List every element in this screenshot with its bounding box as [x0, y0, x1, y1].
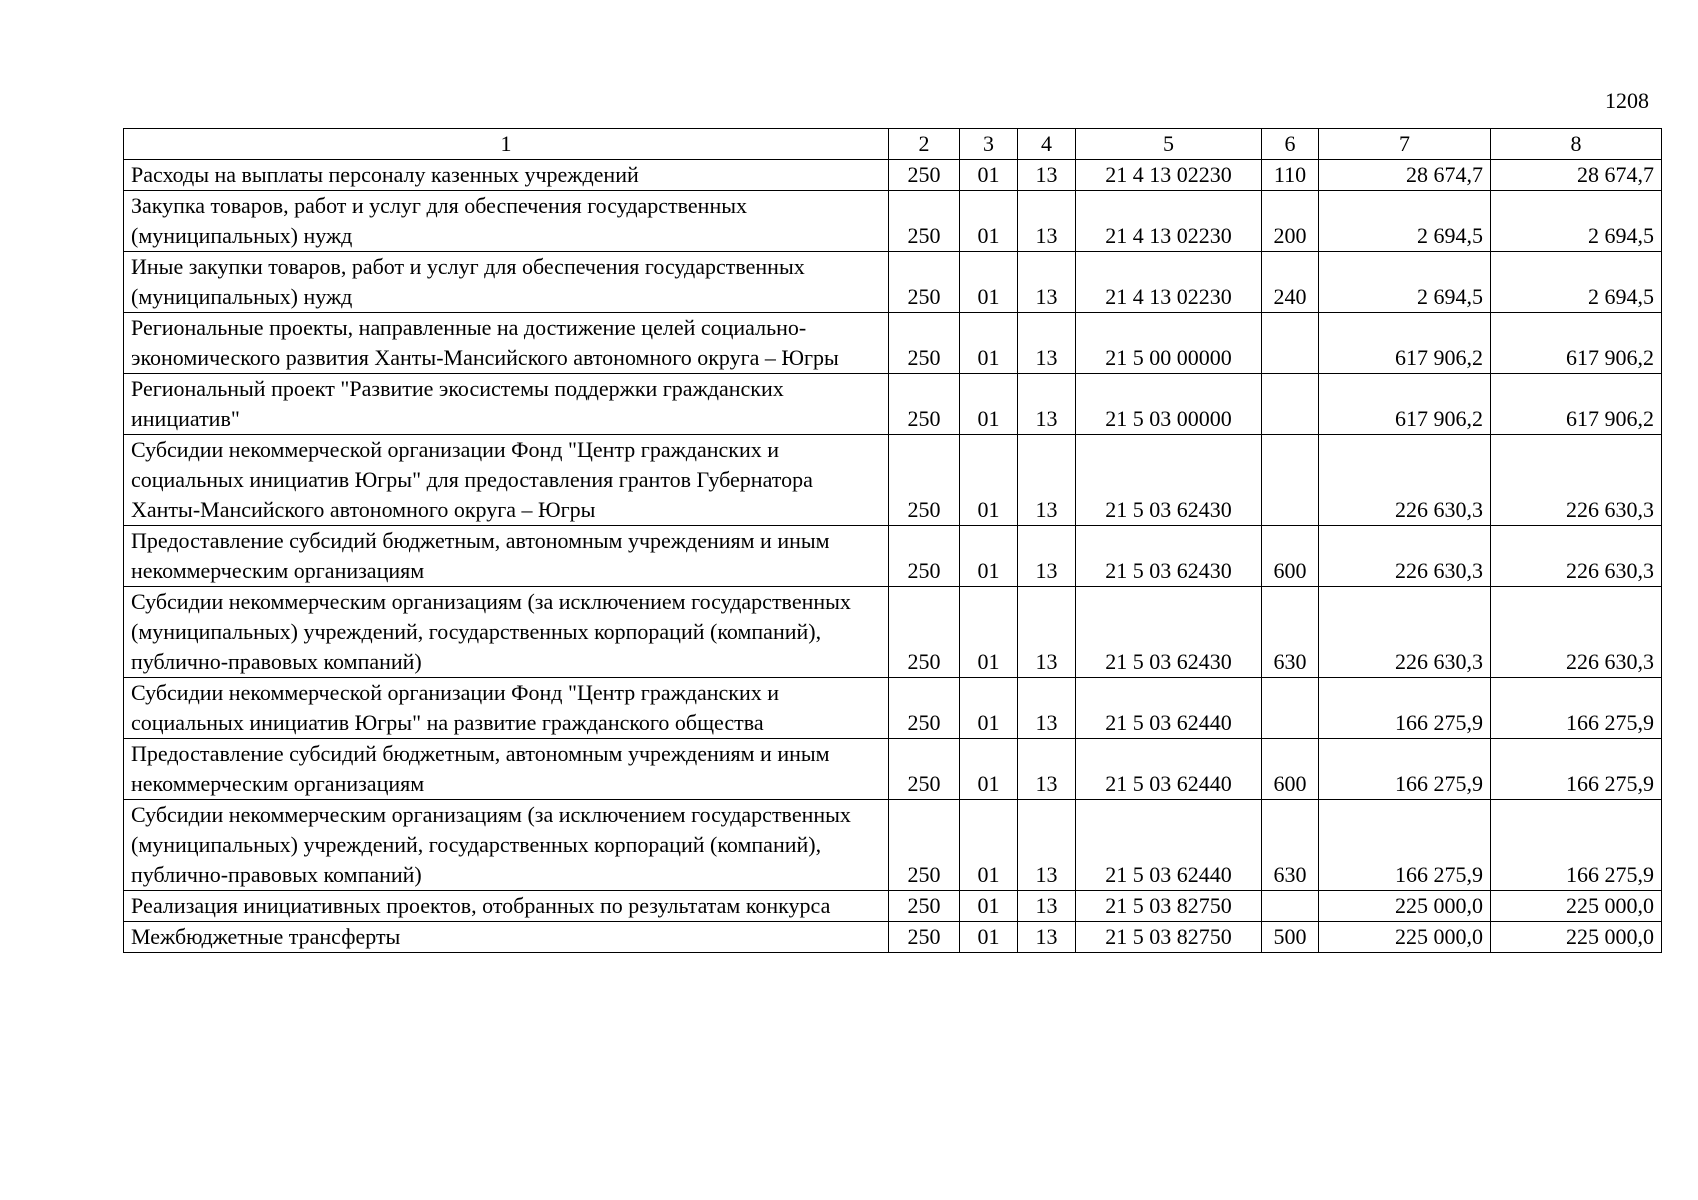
table-row [124, 891, 1662, 922]
amount-col-8-cell: 226 630,3 [1491, 587, 1662, 678]
header-col-4: 4 [1018, 129, 1076, 160]
section-code-cell: 01 [960, 739, 1018, 800]
target-article-cell: 21 5 03 62430 [1076, 587, 1262, 678]
ministry-code-cell: 250 [889, 800, 960, 891]
row-name-cell: Субсидии некоммерческой организации Фонд "Центр гражданских и социальных инициатив Югры" на развитие гражданского общества [124, 678, 889, 739]
expense-type-cell [1262, 435, 1319, 526]
table-row [124, 739, 1662, 800]
amount-col-8-cell: 225 000,0 [1491, 891, 1662, 922]
subsection-code-cell: 13 [1018, 374, 1076, 435]
table-row [124, 374, 1662, 435]
section-code-cell: 01 [960, 526, 1018, 587]
subsection-code-cell: 13 [1018, 922, 1076, 953]
amount-col-8-cell: 617 906,2 [1491, 374, 1662, 435]
amount-col-7-cell: 617 906,2 [1319, 313, 1491, 374]
target-article-cell: 21 4 13 02230 [1076, 252, 1262, 313]
subsection-code-cell: 13 [1018, 678, 1076, 739]
amount-col-8-cell: 617 906,2 [1491, 313, 1662, 374]
section-code-cell: 01 [960, 374, 1018, 435]
row-name-cell: Региональный проект "Развитие экосистемы поддержки гражданских инициатив" [124, 374, 889, 435]
subsection-code-cell: 13 [1018, 891, 1076, 922]
amount-col-8-cell: 2 694,5 [1491, 252, 1662, 313]
amount-col-7-cell: 166 275,9 [1319, 739, 1491, 800]
ministry-code-cell: 250 [889, 526, 960, 587]
amount-col-7-cell: 225 000,0 [1319, 922, 1491, 953]
amount-col-8-cell: 166 275,9 [1491, 800, 1662, 891]
ministry-code-cell: 250 [889, 374, 960, 435]
expense-type-cell: 200 [1262, 191, 1319, 252]
budget-table [123, 128, 1662, 953]
header-col-3: 3 [960, 129, 1018, 160]
table-row [124, 313, 1662, 374]
amount-col-7-cell: 226 630,3 [1319, 526, 1491, 587]
table-row [124, 678, 1662, 739]
page-number: 1208 [1605, 88, 1649, 113]
table-row [124, 191, 1662, 252]
target-article-cell: 21 5 03 62430 [1076, 435, 1262, 526]
ministry-code-cell: 250 [889, 435, 960, 526]
ministry-code-cell: 250 [889, 922, 960, 953]
target-article-cell: 21 5 03 62440 [1076, 800, 1262, 891]
target-article-cell: 21 4 13 02230 [1076, 191, 1262, 252]
amount-col-7-cell: 226 630,3 [1319, 587, 1491, 678]
header-col-8: 8 [1491, 129, 1662, 160]
section-code-cell: 01 [960, 191, 1018, 252]
table-row [124, 252, 1662, 313]
table-body [124, 160, 1662, 953]
target-article-cell: 21 5 03 62440 [1076, 678, 1262, 739]
subsection-code-cell: 13 [1018, 739, 1076, 800]
ministry-code-cell: 250 [889, 160, 960, 191]
expense-type-cell: 600 [1262, 739, 1319, 800]
target-article-cell: 21 5 03 82750 [1076, 891, 1262, 922]
subsection-code-cell: 13 [1018, 252, 1076, 313]
table-row [124, 435, 1662, 526]
table-header [124, 129, 1662, 160]
amount-col-8-cell: 28 674,7 [1491, 160, 1662, 191]
header-col-1: 1 [124, 129, 889, 160]
table-row [124, 526, 1662, 587]
subsection-code-cell: 13 [1018, 160, 1076, 191]
section-code-cell: 01 [960, 800, 1018, 891]
expense-type-cell: 630 [1262, 800, 1319, 891]
row-name-cell: Субсидии некоммерческим организациям (за исключением государственных (муниципальных) учреждений, государственных корпораций (компаний), публично-правовых компаний) [124, 800, 889, 891]
target-article-cell: 21 5 03 62440 [1076, 739, 1262, 800]
amount-col-8-cell: 225 000,0 [1491, 922, 1662, 953]
amount-col-7-cell: 28 674,7 [1319, 160, 1491, 191]
amount-col-7-cell: 2 694,5 [1319, 191, 1491, 252]
target-article-cell: 21 5 00 00000 [1076, 313, 1262, 374]
header-col-7: 7 [1319, 129, 1491, 160]
amount-col-8-cell: 2 694,5 [1491, 191, 1662, 252]
expense-type-cell: 110 [1262, 160, 1319, 191]
section-code-cell: 01 [960, 160, 1018, 191]
amount-col-7-cell: 166 275,9 [1319, 800, 1491, 891]
amount-col-8-cell: 226 630,3 [1491, 526, 1662, 587]
table-row [124, 160, 1662, 191]
target-article-cell: 21 5 03 00000 [1076, 374, 1262, 435]
table-row [124, 587, 1662, 678]
amount-col-7-cell: 617 906,2 [1319, 374, 1491, 435]
expense-type-cell [1262, 374, 1319, 435]
ministry-code-cell: 250 [889, 252, 960, 313]
subsection-code-cell: 13 [1018, 313, 1076, 374]
expense-type-cell: 240 [1262, 252, 1319, 313]
amount-col-7-cell: 226 630,3 [1319, 435, 1491, 526]
header-col-5: 5 [1076, 129, 1262, 160]
section-code-cell: 01 [960, 891, 1018, 922]
header-row [124, 129, 1662, 160]
ministry-code-cell: 250 [889, 891, 960, 922]
expense-type-cell: 630 [1262, 587, 1319, 678]
ministry-code-cell: 250 [889, 739, 960, 800]
row-name-cell: Иные закупки товаров, работ и услуг для обеспечения государственных (муниципальных) нужд [124, 252, 889, 313]
row-name-cell: Межбюджетные трансферты [124, 922, 889, 953]
row-name-cell: Субсидии некоммерческим организациям (за исключением государственных (муниципальных) учреждений, государственных корпораций (компаний), публично-правовых компаний) [124, 587, 889, 678]
header-col-2: 2 [889, 129, 960, 160]
section-code-cell: 01 [960, 252, 1018, 313]
expense-type-cell [1262, 891, 1319, 922]
expense-type-cell: 600 [1262, 526, 1319, 587]
amount-col-8-cell: 166 275,9 [1491, 739, 1662, 800]
expense-type-cell [1262, 678, 1319, 739]
row-name-cell: Предоставление субсидий бюджетным, автономным учреждениям и иным некоммерческим организациям [124, 739, 889, 800]
target-article-cell: 21 5 03 62430 [1076, 526, 1262, 587]
amount-col-7-cell: 2 694,5 [1319, 252, 1491, 313]
row-name-cell: Расходы на выплаты персоналу казенных учреждений [124, 160, 889, 191]
amount-col-7-cell: 225 000,0 [1319, 891, 1491, 922]
target-article-cell: 21 4 13 02230 [1076, 160, 1262, 191]
section-code-cell: 01 [960, 435, 1018, 526]
subsection-code-cell: 13 [1018, 191, 1076, 252]
ministry-code-cell: 250 [889, 587, 960, 678]
table-row [124, 800, 1662, 891]
table-row [124, 922, 1662, 953]
subsection-code-cell: 13 [1018, 587, 1076, 678]
row-name-cell: Региональные проекты, направленные на достижение целей социально-экономического развития Ханты-Мансийского автономного округа – Югры [124, 313, 889, 374]
ministry-code-cell: 250 [889, 191, 960, 252]
header-col-6: 6 [1262, 129, 1319, 160]
amount-col-8-cell: 226 630,3 [1491, 435, 1662, 526]
row-name-cell: Предоставление субсидий бюджетным, автономным учреждениям и иным некоммерческим организациям [124, 526, 889, 587]
section-code-cell: 01 [960, 678, 1018, 739]
section-code-cell: 01 [960, 587, 1018, 678]
row-name-cell: Реализация инициативных проектов, отобранных по результатам конкурса [124, 891, 889, 922]
ministry-code-cell: 250 [889, 678, 960, 739]
section-code-cell: 01 [960, 922, 1018, 953]
amount-col-7-cell: 166 275,9 [1319, 678, 1491, 739]
section-code-cell: 01 [960, 313, 1018, 374]
expense-type-cell [1262, 313, 1319, 374]
expense-type-cell: 500 [1262, 922, 1319, 953]
row-name-cell: Субсидии некоммерческой организации Фонд "Центр гражданских и социальных инициатив Югры" для предоставления грантов Губернатора Ханты-Мансийского автономного округа – Югры [124, 435, 889, 526]
target-article-cell: 21 5 03 82750 [1076, 922, 1262, 953]
ministry-code-cell: 250 [889, 313, 960, 374]
subsection-code-cell: 13 [1018, 800, 1076, 891]
row-name-cell: Закупка товаров, работ и услуг для обеспечения государственных (муниципальных) нужд [124, 191, 889, 252]
subsection-code-cell: 13 [1018, 526, 1076, 587]
amount-col-8-cell: 166 275,9 [1491, 678, 1662, 739]
subsection-code-cell: 13 [1018, 435, 1076, 526]
